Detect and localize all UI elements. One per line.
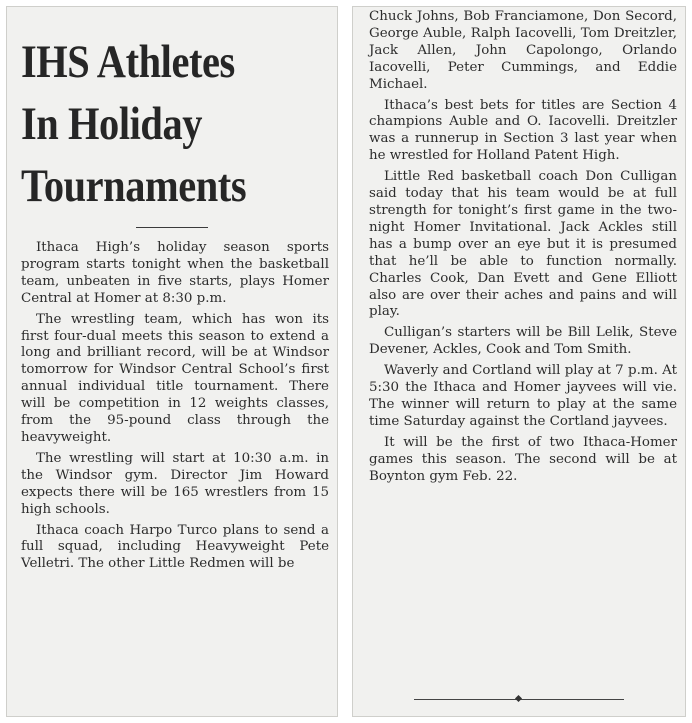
paragraph: It will be the first of two Ithaca-Homer games this season. The second will be at Boynton gym Feb. 22. [369,434,677,484]
paragraph: Culligan’s starters will be Bill Lelik, Steve Devener, Ackles, Cook and Tom Smith. [369,325,677,358]
paragraph: Little Red basketball coach Don Culligan said today that his team would be at full strength for tonight’s first game in the two-night Homer Invitational. Jack Ackles still has a bump over an eye but it is presumed that he’ll be able to function normally. Charles Cook, Dan Evett and Gene Elliott also are over their aches and pains and will play. [369,169,677,320]
left-body [7,240,337,573]
right-body [353,7,685,485]
headline-line: Tournaments [21,160,247,212]
paragraph-continuation: Chuck Johns, Bob Franciamone, Don Secord, George Auble, Ralph Iacovelli, Tom Dreitzler, Jack Allen, John Capolongo, Orlando Iacovelli, Peter Cummings, and Eddie Michael. [369,9,677,92]
column-gutter [341,0,349,723]
headline [21,31,293,217]
paragraph: The wrestling will start at 10:30 a.m. in the Windsor gym. Director Jim Howard expects there will be 165 wrestlers from 15 high schools. [21,450,329,517]
article-column-left [6,6,338,717]
paragraph: Ithaca’s best bets for titles are Section 4 champions Auble and O. Iacovelli. Dreitzler was a runnerup in Section 3 last year when he wrestled for Holland Patent High. [369,97,677,164]
article-column-right [352,6,686,717]
headline-rule [136,227,208,228]
headline-line: In Holiday [21,98,203,150]
diamond-icon [515,695,522,702]
headline-line: IHS Athletes [21,36,235,88]
paragraph: Ithaca coach Harpo Turco plans to send a full squad, including Heavyweight Pete Velletri. The other Little Redmen will be [21,522,329,572]
paragraph: Ithaca High’s holiday season sports program starts tonight when the basketball team, unbeaten in five starts, plays Homer Central at Homer at 8:30 p.m. [21,240,329,306]
end-ornament [414,696,624,702]
paragraph: Waverly and Cortland will play at 7 p.m. At 5:30 the Ithaca and Homer jayvees will vie. The winner will return to play at the same time Saturday against the Cortland jayvees. [369,363,677,429]
paragraph: The wrestling team, which has won its first four-dual meets this season to extend a long and brilliant record, will be at Windsor tomorrow for Windsor Central School’s first annual individual title tournament. There will be competition in 12 weights classes, from the 95-pound class through the heavyweight. [21,311,329,445]
